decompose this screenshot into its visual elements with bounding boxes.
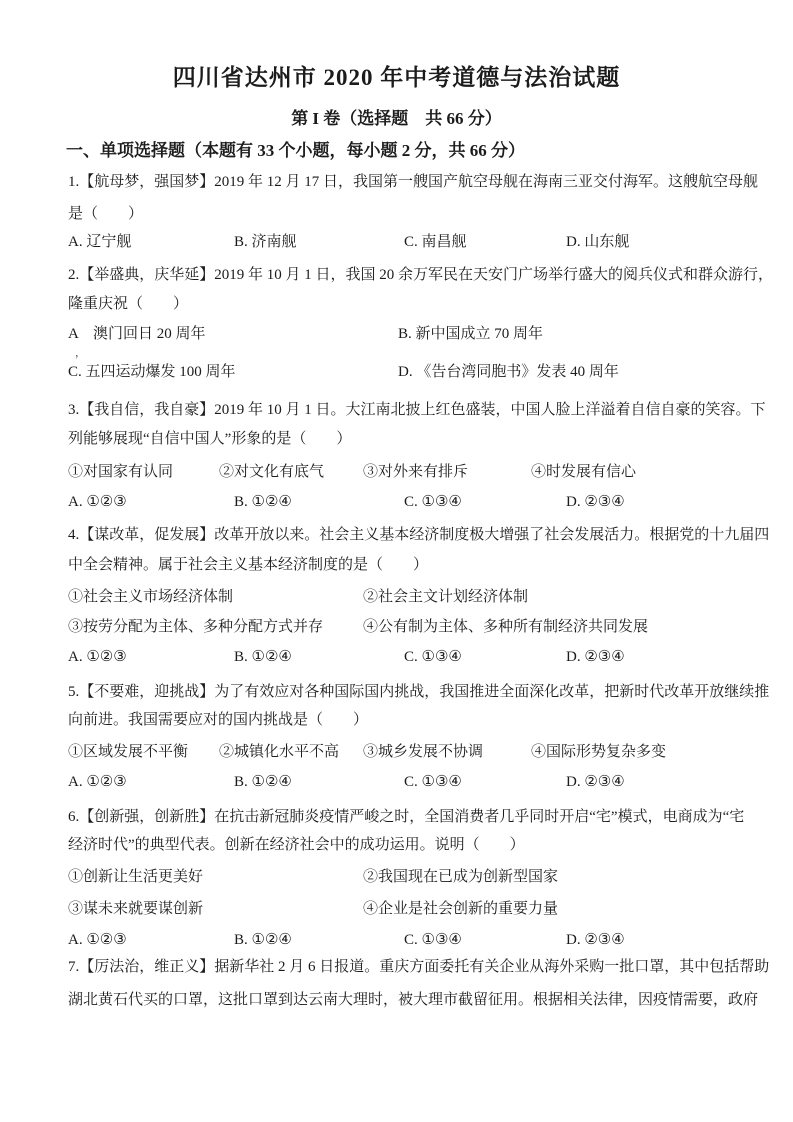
q6-option-a: A. ①②③: [68, 932, 127, 948]
question-3-items-row: [68, 462, 740, 482]
page-title: 四川省达州市 2020 年中考道德与法治试题: [172, 65, 621, 90]
q3-item-1: ①对国家有认同: [68, 464, 174, 480]
q5-option-b: B. ①②④: [234, 774, 292, 790]
question-4-line-2: 中全会精神。属于社会主义基本经济制度的是（ ）: [68, 557, 429, 573]
q6-item-1: ①创新让生活更美好: [68, 869, 204, 885]
question-5-line-2: 向前进。我国需要应对的国内挑战是（ ）: [68, 712, 369, 728]
q2-option-c: C. 五四运动爆发 100 周年: [68, 364, 236, 380]
q4-item-4: ④公有制为主体、多种所有制经济共同发展: [363, 619, 649, 635]
question-7-line-2: 湖北黄石代买的口罩，这批口罩到达云南大理时，被大理市截留征用。根据相关法律，因疫情需要，政府: [68, 992, 759, 1008]
question-6-line-1: 6.【创新强，创新胜】在抗击新冠肺炎疫情严峻之时，全国消费者几乎同时开启“宅”模式，电商成为“宅: [68, 809, 745, 825]
q6-option-c: C. ①③④: [404, 932, 462, 948]
q6-item-4: ④企业是社会创新的重要力量: [363, 901, 559, 917]
q3-item-3: ③对外来有排斥: [363, 464, 469, 480]
q5-option-a: A. ①②③: [68, 774, 127, 790]
q4-option-d: D. ②③④: [566, 649, 625, 665]
q4-option-a: A. ①②③: [68, 649, 127, 665]
q1-option-b: B. 济南舰: [234, 234, 297, 250]
q6-item-3: ③谋未来就要谋创新: [68, 901, 204, 917]
q1-option-d: D. 山东舰: [566, 234, 630, 250]
question-7-line-1: 7.【厉法治，维正义】据新华社 2 月 6 日报道。重庆方面委托有关企业从海外采购一批口罩，其中包括帮助: [68, 959, 770, 975]
q4-option-c: C. ①③④: [404, 649, 462, 665]
q2-option-d: D. 《告台湾同胞书》发表 40 周年: [398, 364, 619, 380]
question-4-line-1: 4.【谋改革，促发展】改革开放以来。社会主义基本经济制度极大增强了社会发展活力。根据党的十九届四: [68, 527, 770, 543]
q4-option-b: B. ①②④: [234, 649, 292, 665]
part-heading: 第 I 卷（选择题 共 66 分）: [291, 109, 502, 128]
question-3-line-1: 3.【我自信，我自豪】2019 年 10 月 1 日。大江南北披上红色盛装，中国人脸上洋溢着自信自豪的笑容。下: [68, 402, 766, 418]
question-2-line-1: 2.【举盛典，庆华延】2019 年 10 月 1 日，我国 20 余万军民在天安门广场举行盛大的阅兵仪式和群众游行，: [68, 267, 774, 283]
q5-item-3: ③城乡发展不协调: [363, 744, 484, 760]
question-4-items-row-1: [68, 587, 740, 607]
q5-item-1: ①区域发展不平衡: [68, 744, 189, 760]
question-5-options-row: [68, 772, 740, 792]
q4-item-3: ③按劳分配为主体、多种分配方式并存: [68, 619, 324, 635]
question-2-line-2: 隆重庆祝（ ）: [68, 296, 189, 312]
q2-option-b: B. 新中国成立 70 周年: [398, 326, 544, 342]
question-4-items-row-2: [68, 617, 740, 637]
q1-option-c: C. 南昌舰: [404, 234, 467, 250]
q3-item-2: ②对文化有底气: [219, 464, 325, 480]
question-2-options-row-1: [68, 324, 740, 344]
q5-option-d: D. ②③④: [566, 774, 625, 790]
question-5-line-1: 5.【不要难，迎挑战】为了有效应对各种国际国内挑战，我国推进全面深化改革，把新时代改革开放继续推: [68, 684, 770, 700]
question-1-options-row: [68, 232, 740, 252]
q6-item-2: ②我国现在已成为创新型国家: [363, 869, 559, 885]
stray-ink-mark: ，: [75, 347, 86, 359]
q4-item-1: ①社会主义市场经济体制: [68, 589, 234, 605]
q1-option-a: A. 辽宁舰: [68, 234, 132, 250]
question-6-options-row: [68, 930, 740, 950]
question-3-options-row: [68, 492, 740, 512]
question-5-items-row: [68, 742, 740, 762]
q3-item-4: ④时发展有信心: [531, 464, 637, 480]
question-6-items-row-2: [68, 899, 740, 919]
section-heading: 一、单项选择题（本题有 33 个小题，每小题 2 分，共 66 分）: [66, 141, 525, 160]
question-1-line-2: 是（ ）: [68, 206, 144, 222]
q5-option-c: C. ①③④: [404, 774, 462, 790]
question-6-line-2: 经济时代”的典型代表。创新在经济社会中的成功运用。说明（ ）: [68, 837, 525, 853]
q2-option-a: A 澳门回日 20 周年: [68, 326, 206, 342]
q3-option-a: A. ①②③: [68, 494, 127, 510]
q5-item-4: ④国际形势复杂多变: [531, 744, 667, 760]
question-2-options-row-2: [68, 362, 740, 382]
q6-option-b: B. ①②④: [234, 932, 292, 948]
q3-option-b: B. ①②④: [234, 494, 292, 510]
q3-option-d: D. ②③④: [566, 494, 625, 510]
q3-option-c: C. ①③④: [404, 494, 462, 510]
q4-item-2: ②社会主文计划经济体制: [363, 589, 529, 605]
question-6-items-row-1: [68, 867, 740, 887]
question-1-line-1: 1.【航母梦，强国梦】2019 年 12 月 17 日，我国第一艘国产航空母舰在海南三亚交付海军。这艘航空母舰: [68, 174, 759, 190]
question-3-line-2: 列能够展现“自信中国人”形象的是（ ）: [68, 431, 352, 447]
question-4-options-row: [68, 647, 740, 667]
q6-option-d: D. ②③④: [566, 932, 625, 948]
q5-item-2: ②城镇化水平不高: [219, 744, 340, 760]
